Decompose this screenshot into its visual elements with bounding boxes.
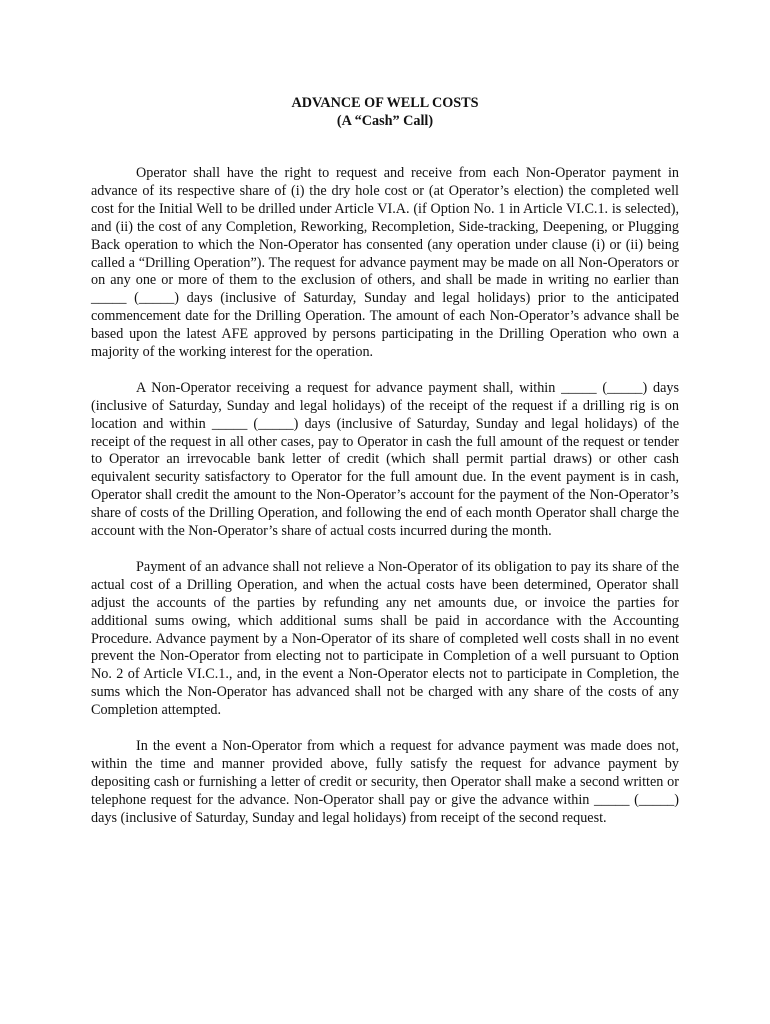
paragraph-payment-terms: A Non-Operator receiving a request for advance payment shall, within _____ (_____) days (inclusive of Saturday, Sunday and legal holidays) of the receipt of the request if a drilling rig is on location and within _____ (_____) days (inclusive of Saturday, Sunday and legal holidays) of the receipt of the request in all other cases, pay to Operator in cash the full amount of the request or tender to Operator an irrevocable bank letter of credit (which shall permit partial draws) or other cash equivalent security satisfactory to Operator for the full amount due. In the event payment is in cash, Operator shall credit the amount to the Non-Operator’s account for the payment of the Non-Operator’s share of costs of the Drilling Operation, and following the end of each month Operator shall charge the account with the Non-Operator’s share of actual costs incurred during the month. [91,379,679,540]
paragraph-advance-request: Operator shall have the right to request and receive from each Non-Operator payment in advance of its respective share of (i) the dry hole cost or (at Operator’s election) the completed well cost for the Initial Well to be drilled under Article VI.A. (if Option No. 1 in Article VI.C.1. is selected), and (ii) the cost of any Completion, Reworking, Recompletion, Side-tracking, Deepening, or Plugging Back operation to which the Non-Operator has consented (any operation under clause (i) or (ii) being called a “Drilling Operation”). The request for advance payment may be made on all Non-Operators or on any one or more of them to the exclusion of others, and shall be made in writing no earlier than _____ (_____) days (inclusive of Saturday, Sunday and legal holidays) prior to the anticipated commencement date for the Drilling Operation. The amount of each Non-Operator’s advance shall be based upon the latest AFE approved by persons participating in the Drilling Operation who own a majority of the working interest for the operation. [91,165,679,361]
document-subtitle: (A “Cash” Call) [336,113,434,129]
paragraph-obligation: Payment of an advance shall not relieve a Non-Operator of its obligation to pay its share of the actual cost of a Drilling Operation, and when the actual costs have been determined, Operator shall adjust the accounts of the parties by refunding any net amounts due, or invoice the parties for additional sums owing, which additional sums shall be paid in accordance with the Accounting Procedure. Advance payment by a Non-Operator of its share of completed well costs shall in no event prevent the Non-Operator from electing not to participate in Completion of a well pursuant to Option No. 2 of Article VI.C.1., and, in the event a Non-Operator elects not to participate in Completion, the sums which the Non-Operator has advanced shall not be charged with any share of the costs of any Completion attempted. [91,558,679,719]
document-heading [0,94,770,130]
paragraph-second-request: In the event a Non-Operator from which a request for advance payment was made does not, within the time and manner provided above, fully satisfy the request for advance payment by depositing cash or furnishing a letter of credit or security, then Operator shall make a second written or telephone request for the advance. Non-Operator shall pay or give the advance within _____ (_____) days (inclusive of Saturday, Sunday and legal holidays) from receipt of the second request. [91,737,679,826]
document-body [91,165,679,845]
document-title: ADVANCE OF WELL COSTS [291,95,479,111]
